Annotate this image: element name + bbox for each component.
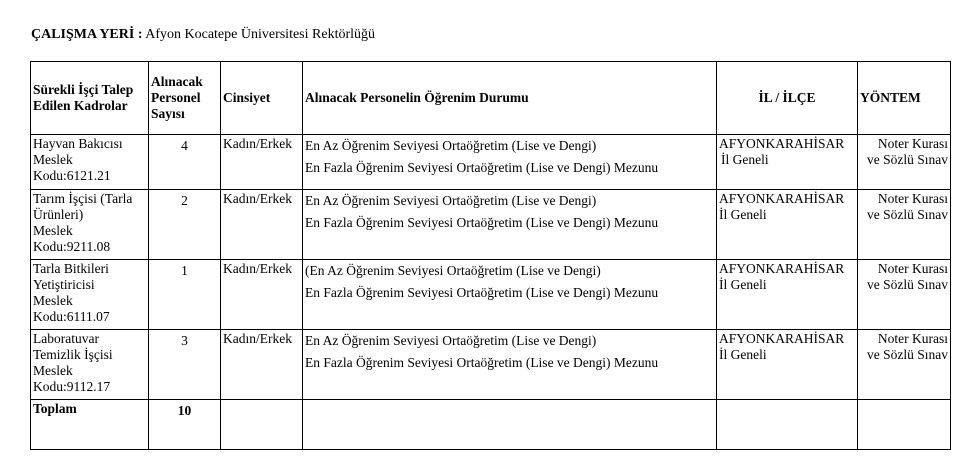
method-line-2: ve Sözlü Sınav <box>867 207 948 222</box>
province: AFYONKARAHİSAR <box>719 331 845 346</box>
count-cell: 3 <box>149 330 221 400</box>
education-min: (En Az Öğrenim Seviyesi Ortaöğretim (Lise ve Dengi) <box>305 263 601 278</box>
district: İl Geneli <box>719 207 767 222</box>
method-line-1: Noter Kurası <box>877 331 948 346</box>
count-cell: 2 <box>149 190 221 260</box>
position-name-cont: Yetiştiricisi <box>33 277 95 292</box>
position-meslek: Meslek <box>33 363 73 378</box>
gender-cell: Kadın/Erkek <box>221 135 303 190</box>
method-line-1: Noter Kurası <box>877 136 948 151</box>
position-meslek: Meslek <box>33 293 73 308</box>
header-position: Sürekli İşçi Talep Edilen Kadrolar <box>31 62 149 135</box>
method-cell <box>858 330 951 400</box>
position-meslek: Meslek <box>33 223 73 238</box>
position-code: Kodu:6121.21 <box>33 168 111 183</box>
method-cell <box>858 260 951 330</box>
header-method: YÖNTEM <box>858 62 951 135</box>
table-header-row <box>31 62 951 135</box>
header-count: Alınacak Personel Sayısı <box>149 62 221 135</box>
district: İl Geneli <box>719 277 767 292</box>
province: AFYONKARAHİSAR <box>719 261 845 276</box>
gender-cell: Kadın/Erkek <box>221 190 303 260</box>
position-cell <box>31 260 149 330</box>
district: İl Geneli <box>719 347 767 362</box>
table-row <box>31 190 951 260</box>
method-cell <box>858 190 951 260</box>
workplace-label: ÇALIŞMA YERİ : <box>31 27 143 42</box>
position-name: Tarım İşçisi (Tarla <box>33 191 133 206</box>
education-min: En Az Öğrenim Seviyesi Ortaöğretim (Lise ve Dengi) <box>305 138 597 153</box>
position-cell <box>31 330 149 400</box>
header-gender: Cinsiyet <box>221 62 303 135</box>
education-max: En Fazla Öğrenim Seviyesi Ortaöğretim (Lise ve Dengi) Mezunu <box>305 215 659 230</box>
empty-cell <box>717 400 858 450</box>
location-cell <box>717 330 858 400</box>
education-cell <box>303 190 717 260</box>
total-value: 10 <box>149 400 221 450</box>
header-education: Alınacak Personelin Öğrenim Durumu <box>303 62 717 135</box>
position-name-cont: Temizlik İşçisi <box>33 347 113 362</box>
position-code: Kodu:9211.08 <box>33 239 111 254</box>
count-cell: 1 <box>149 260 221 330</box>
education-min: En Az Öğrenim Seviyesi Ortaöğretim (Lise ve Dengi) <box>305 193 597 208</box>
empty-cell <box>221 400 303 450</box>
position-name: Tarla Bitkileri <box>33 261 109 276</box>
method-line-1: Noter Kurası <box>877 261 948 276</box>
table-row <box>31 330 951 400</box>
gender-cell: Kadın/Erkek <box>221 260 303 330</box>
position-name-cont: Ürünleri) <box>33 207 84 222</box>
method-cell <box>858 135 951 190</box>
gender-cell: Kadın/Erkek <box>221 330 303 400</box>
province: AFYONKARAHİSAR <box>719 136 845 151</box>
method-line-2: ve Sözlü Sınav <box>867 277 948 292</box>
position-meslek: Meslek <box>33 152 73 167</box>
education-min: En Az Öğrenim Seviyesi Ortaöğretim (Lise ve Dengi) <box>305 333 597 348</box>
position-code: Kodu:6111.07 <box>33 309 110 324</box>
education-cell <box>303 135 717 190</box>
method-line-1: Noter Kurası <box>877 191 948 206</box>
position-code: Kodu:9112.17 <box>33 379 111 394</box>
position-name: Laboratuvar <box>33 331 99 346</box>
count-cell: 4 <box>149 135 221 190</box>
location-cell <box>717 260 858 330</box>
workplace-heading <box>31 27 375 43</box>
table-row <box>31 260 951 330</box>
staff-request-table <box>30 61 951 450</box>
education-cell <box>303 330 717 400</box>
empty-cell <box>858 400 951 450</box>
district: İl Geneli <box>721 152 769 167</box>
location-cell <box>717 135 858 190</box>
table-row <box>31 135 951 190</box>
total-row <box>31 400 951 450</box>
position-cell <box>31 135 149 190</box>
province: AFYONKARAHİSAR <box>719 191 845 206</box>
education-cell <box>303 260 717 330</box>
total-label: Toplam <box>31 400 149 450</box>
header-location: İL / İLÇE <box>717 62 858 135</box>
position-name: Hayvan Bakıcısı <box>33 136 123 151</box>
education-max: En Fazla Öğrenim Seviyesi Ortaöğretim (Lise ve Dengi) Mezunu <box>305 160 659 175</box>
location-cell <box>717 190 858 260</box>
education-max: En Fazla Öğrenim Seviyesi Ortaöğretim (Lise ve Dengi) Mezunu <box>305 355 659 370</box>
workplace-value: Afyon Kocatepe Üniversitesi Rektörlüğü <box>145 27 376 42</box>
position-cell <box>31 190 149 260</box>
empty-cell <box>303 400 717 450</box>
method-line-2: ve Sözlü Sınav <box>867 152 948 167</box>
education-max: En Fazla Öğrenim Seviyesi Ortaöğretim (Lise ve Dengi) Mezunu <box>305 285 659 300</box>
method-line-2: ve Sözlü Sınav <box>867 347 948 362</box>
